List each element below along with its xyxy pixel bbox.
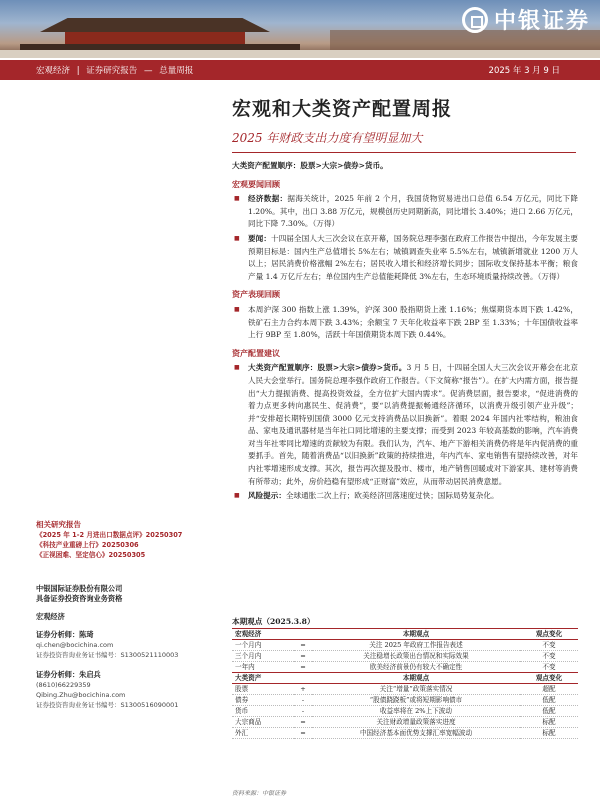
report-header-strip	[0, 60, 600, 80]
analyst-line: 证券分析师：朱启兵	[36, 670, 101, 679]
related-report-link[interactable]: 《正视困难、坚定信心》20250305	[36, 551, 146, 559]
analyst-cert: 证券投资咨询业务证书编号：S1300521110003	[36, 651, 179, 659]
type-label: 总量周报	[159, 66, 194, 76]
company-name: 中银国际证券股份有限公司	[36, 584, 123, 593]
table-row: 货币 - 收益率将在 2%上下波动 低配	[232, 706, 578, 717]
table-row: 一年内 = 欧美经济前景仍有较大不确定性 不变	[232, 662, 578, 673]
analyst-cert: 证券投资咨询业务证书编号：S1300516090001	[36, 701, 179, 709]
analyst-block	[36, 670, 216, 710]
allocation-order: 大类资产配置顺序：股票>大宗>债券>货币。	[232, 161, 388, 170]
company-qualification: 具备证券投资咨询业务资格	[36, 594, 123, 603]
report-type-line: 宏观经济 | 证券研究报告 — 总量周报	[36, 66, 194, 76]
table-row: 大宗商品 = 关注财政增量政策落实进度 标配	[232, 717, 578, 728]
analyst-name: 陈琦	[79, 630, 94, 639]
bullet-item: ■ 风险提示：全球通胀二次上行；欧美经济回落速度过快；国际局势复杂化。	[232, 490, 578, 503]
title-divider	[232, 152, 576, 153]
analyst-name: 朱启兵	[79, 670, 101, 679]
analyst-line: 证券分析师：陈琦	[36, 630, 94, 639]
table-header: 大类资产 本期观点 观点变化	[232, 673, 578, 684]
main-content	[232, 160, 578, 505]
analyst-email[interactable]: qi.chen@bocichina.com	[36, 641, 114, 649]
related-report-link[interactable]: 《科技产业重磅上行》20250306	[36, 541, 139, 549]
section-heading: 资产配置建议	[232, 347, 280, 358]
section-heading: 资产表现回顾	[232, 289, 280, 300]
category-label: 宏观经济	[36, 66, 71, 76]
logo-text: 中银证券	[493, 9, 590, 34]
analyst-email[interactable]: Qibing.Zhu@bocichina.com	[36, 691, 126, 699]
page-title: 宏观和大类资产配置周报	[232, 98, 453, 120]
analyst-info	[36, 630, 216, 710]
brand-logo	[462, 4, 590, 35]
related-heading: 相关研究报告	[36, 520, 81, 529]
table-source: 资料来源：中银证券	[232, 790, 287, 797]
bullet-item: ■ 本周沪深 300 指数上涨 1.39%，沪深 300 股指期货上涨 1.16%；焦煤期货本周下跌 1.42%，铁矿石主力合约本周下跌 3.43%；余额宝 7 天年化收益率下跌 2BP 至 1.33%；十年国债收益率上行 9BP 至 1.80%，活跃十年国债期货本周下跌 0.44%。	[232, 304, 578, 342]
plaza-shape	[0, 50, 600, 58]
page-subtitle: 2025 年财政支出力度有望明显加大	[232, 131, 423, 145]
bank-logo-icon	[462, 7, 488, 33]
series-label: 证券研究报告	[86, 66, 138, 76]
company-info	[36, 584, 216, 622]
palace-roof-shape	[40, 18, 270, 32]
analyst-phone: (8610)66229359	[36, 681, 91, 689]
table-header: 宏观经济 本期观点 观点变化	[232, 629, 578, 640]
table-row: 债券 - “股债跷跷板”或将短期影响债市 低配	[232, 695, 578, 706]
bullet-item: ■ 经济数据：据海关统计，2025 年前 2 个月，我国货物贸易进出口总值 6.54 万亿元，同比下降 1.20%。其中，出口 3.88 万亿元，规模创历史同期新高，同比增长 3.40%；进口 2.66 万亿元，同比下降 7.30%。（万得）	[232, 193, 578, 231]
table-row: 外汇 = 中国经济基本面优势支撑汇率宽幅波动 标配	[232, 728, 578, 739]
header-banner-image	[0, 0, 600, 58]
section-heading: 宏观要闻回顾	[232, 178, 280, 189]
view-table-title: 本期观点（2025.3.8）	[232, 617, 315, 626]
view-table	[232, 628, 578, 739]
table-row: 股票 + 关注“增量”政策落实情况 超配	[232, 684, 578, 695]
related-reports	[36, 520, 216, 560]
bullet-item: ■ 要闻：十四届全国人大三次会议在京开幕，国务院总理李强在政府工作报告中提出，今年发展主要预期目标是：国内生产总值增长 5%左右；城镇调查失业率 5.5%左右，城镇新增就业 1200 万人以上；居民消费价格涨幅 2%左右；居民收入增长和经济增长同步；国际收支保持基本平衡；粮食产量 1.4 万亿斤左右；单位国内生产总值能耗降低 3%左右，生态环境质量持续改善。（万得）	[232, 233, 578, 283]
bullet-item: ■ 大类资产配置顺序：股票>大宗>债券>货币。3 月 5 日，十四届全国人大三次会议开幕会在北京人民大会堂举行。国务院总理李强作政府工作报告。（下文简称“报告”）。在扩大内需方面，报告提出“大力提振消费、提高投资效益，全方位扩大国内需求”。促消费层面，报告要求，“促进消费的着力点更多转向惠民生、促消费”，要“以消费提振畅通经济循环，以消费升级引领产业升级”；并“安排超长期特别国债 3000 亿元支持消费品以旧换新”。着眼 2024 年国内社零结构，粮油食品、家电及通讯器材是当年社口同比增速的主要支撑；而受到 2023 年较高基数的影响，汽车消费对当年社零同比增速的贡献较为有限。我们认为，汽车、地产下游相关消费仍将是年内促消费的重要抓手。首先，随着消费品“以旧换新”政策的持续推进，年内汽车、家电销售有望持续改善，对年内社零增速形成支撑。其次，报告再次提及股市、楼市，地产销售回暖或对下游家具、建材等消费有所带动；此外，房价趋稳有望形成“正财富”效应，从而带动居民消费意愿。	[232, 362, 578, 488]
related-report-link[interactable]: 《2025 年 1-2 月进出口数据点评》20250307	[36, 531, 183, 539]
table-row: 一个月内 = 关注 2025 年政府工作报告表述 不变	[232, 640, 578, 651]
industry-label: 宏观经济	[36, 612, 65, 621]
analyst-block	[36, 630, 216, 660]
report-date: 2025 年 3 月 9 日	[488, 66, 560, 76]
table-row: 三个月内 = 关注稳增长政策出台情况和实际效果 不变	[232, 651, 578, 662]
